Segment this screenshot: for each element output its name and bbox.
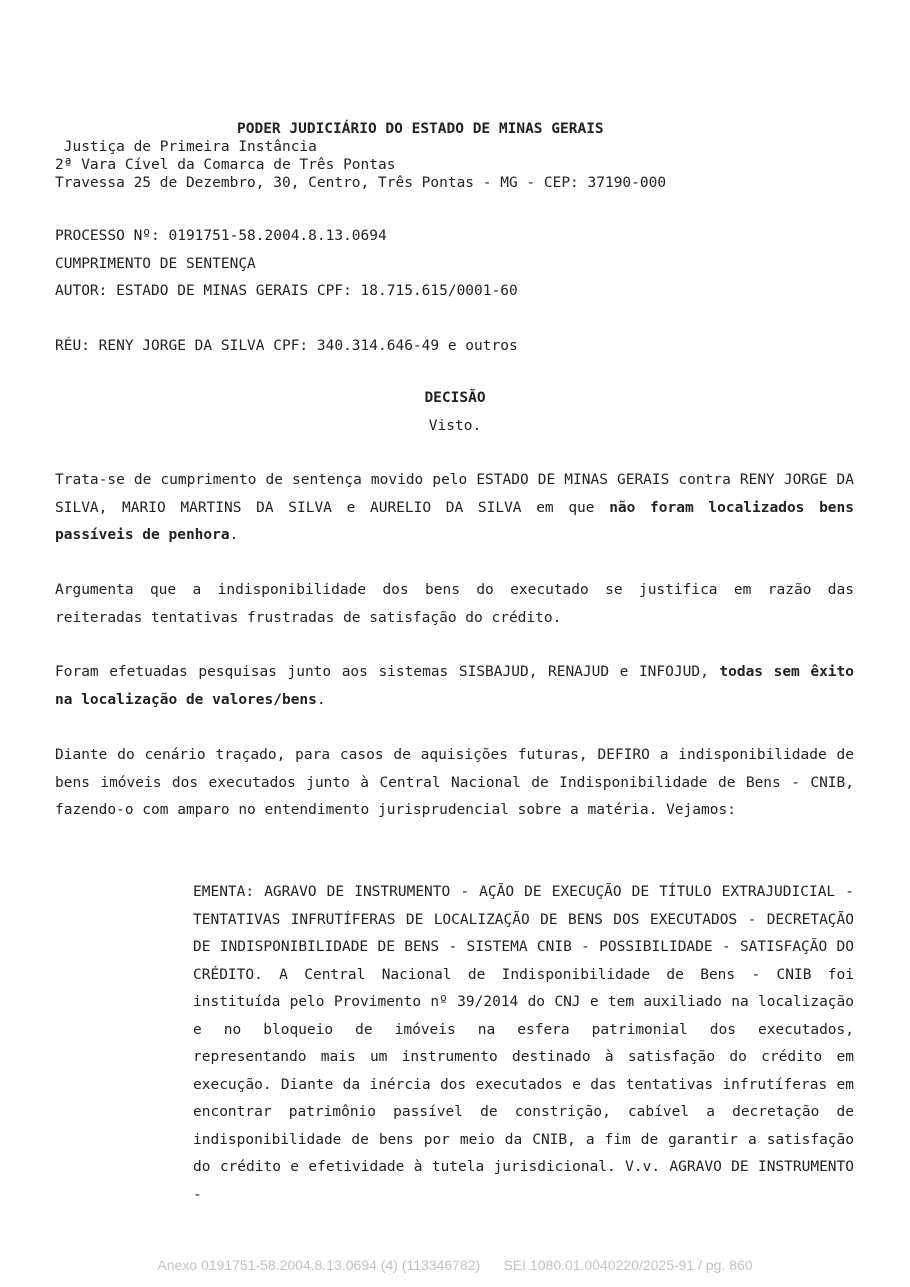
decision-title: DECISÃO	[424, 390, 486, 406]
court-name: PODER JUDICIÁRIO DO ESTADO DE MINAS GERAIS	[237, 121, 604, 137]
decision-visto: Visto.	[428, 418, 482, 434]
court-instance: Justiça de Primeira Instância	[55, 139, 317, 155]
paragraph-3	[55, 659, 854, 714]
paragraph-1-text: Trata-se de cumprimento de sentença movido pelo ESTADO DE MINAS GERAIS contra RENY JORGE DA SILVA, MARIO MARTINS DA SILVA e AURELIO DA SILVA em que	[55, 472, 854, 516]
jurisprudence-quote: EMENTA: AGRAVO DE INSTRUMENTO - AÇÃO DE EXECUÇÃO DE TÍTULO EXTRAJUDICIAL - TENTATIVAS INFRUTÍFERAS DE LOCALIZAÇÃO DE BENS DOS EXECUTADOS - DECRETAÇÃO DE INDISPONIBILIDADE DE BENS - SISTEMA CNIB - POSSIBILIDADE - SATISFAÇÃO DO CRÉDITO. A Central Nacional de Indisponibilidade de Bens - CNIB foi instituída pelo Provimento nº 39/2014 do CNJ e tem auxiliado na localização e no bloqueio de imóveis na esfera patrimonial dos executados, representando mais um instrumento destinado à satisfação do crédito em execução. Diante da inércia dos executados e das tentativas infrutíferas em encontrar patrimônio passível de constrição, cabível a decretação de indisponibilidade de bens por meio da CNIB, a fim de garantir a satisfação do crédito e efetividade à tutela jurisdicional. V.v. AGRAVO DE INSTRUMENTO -	[193, 884, 854, 1203]
paragraph-3-bold: todas sem êxito na localização de valores/bens	[55, 664, 854, 708]
case-class: CUMPRIMENTO DE SENTENÇA	[55, 256, 256, 272]
case-defendant: RÉU: RENY JORGE DA SILVA CPF: 340.314.646-49 e outros	[55, 338, 518, 354]
paragraph-1-end: .	[229, 527, 239, 543]
footer-annex: Anexo 0191751-58.2004.8.13.0694 (4) (113346782)	[157, 1257, 481, 1273]
court-address: Travessa 25 de Dezembro, 30, Centro, Três Pontas - MG - CEP: 37190-000	[55, 175, 667, 191]
paragraph-1-bold: não foram localizados bens passíveis de penhora	[55, 499, 854, 543]
paragraph-3-end: .	[316, 691, 326, 708]
case-author: AUTOR: ESTADO DE MINAS GERAIS CPF: 18.715.615/0001-60	[55, 283, 518, 299]
footer-sei: SEI 1080.01.0040220/2025-91 / pg. 860	[503, 1257, 753, 1273]
paragraph-1	[55, 467, 854, 550]
paragraph-3-text: Foram efetuadas pesquisas junto aos sistemas SISBAJUD, RENAJUD e INFOJUD,	[55, 664, 720, 680]
case-number: PROCESSO Nº: 0191751-58.2004.8.13.0694	[55, 228, 387, 244]
document-header	[55, 120, 666, 192]
paragraph-4: Diante do cenário traçado, para casos de aquisições futuras, DEFIRO a indisponibilidade de bens imóveis dos executados junto à Central Nacional de Indisponibilidade de Bens - CNIB, fazendo-o com amparo no entendimento jurisprudencial sobre a matéria. Vejamos:	[55, 747, 854, 818]
paragraph-2: Argumenta que a indisponibilidade dos bens do executado se justifica em razão das reiteradas tentativas frustradas de satisfação do crédito.	[55, 582, 854, 626]
court-vara: 2ª Vara Cível da Comarca de Três Pontas	[55, 157, 396, 173]
page-footer	[0, 1257, 910, 1273]
